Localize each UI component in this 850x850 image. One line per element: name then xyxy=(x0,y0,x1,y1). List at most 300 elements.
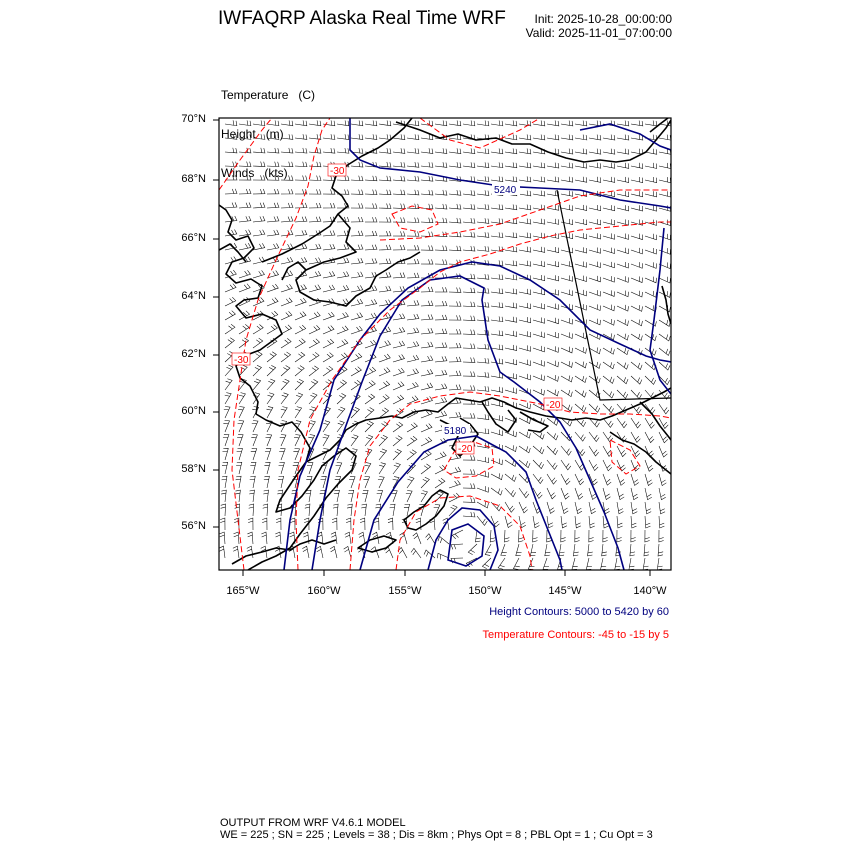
wind-barb xyxy=(249,490,254,502)
wind-barb xyxy=(365,408,374,418)
wind-barb xyxy=(561,404,572,411)
wind-barb xyxy=(519,162,531,167)
wind-barb xyxy=(463,455,475,460)
wind-barb xyxy=(505,359,517,365)
wind-barb xyxy=(351,203,363,208)
wind-barb xyxy=(407,355,419,362)
wind-barb xyxy=(561,488,569,499)
wind-barb xyxy=(379,217,391,222)
wind-barb xyxy=(505,388,517,394)
wind-barb xyxy=(477,414,489,419)
wind-barb xyxy=(309,189,321,194)
wind-barb xyxy=(575,135,587,140)
wind-barb xyxy=(393,382,404,390)
wind-barb xyxy=(426,534,435,544)
wind-barb xyxy=(336,463,342,474)
wind-barb xyxy=(477,372,489,377)
wind-barb xyxy=(519,488,529,498)
wind-barb xyxy=(295,312,306,320)
wind-barb xyxy=(575,404,586,412)
wind-barb xyxy=(279,449,285,460)
temp-label-minus20-a: -20 xyxy=(546,400,561,411)
wind-barb xyxy=(337,312,348,320)
wind-barb xyxy=(421,451,431,460)
wind-barb xyxy=(575,530,580,542)
wind-barb xyxy=(435,384,447,390)
wind-barb xyxy=(561,347,572,353)
wind-barb xyxy=(631,516,636,528)
wind-barb xyxy=(617,276,628,282)
wind-barb xyxy=(309,176,321,181)
wind-barb xyxy=(561,474,570,485)
wind-barb xyxy=(561,275,573,281)
wind-barb xyxy=(222,462,228,474)
wind-barb xyxy=(631,276,642,282)
wind-barb xyxy=(645,177,657,183)
wind-barb xyxy=(505,232,517,237)
wind-barb xyxy=(477,502,488,508)
wind-barb xyxy=(449,246,461,251)
wind-barb xyxy=(337,407,345,418)
wind-barb xyxy=(561,318,572,324)
wind-barb xyxy=(561,261,573,267)
wind-barb xyxy=(267,175,279,180)
wind-barb xyxy=(407,231,419,236)
wind-barb xyxy=(533,375,544,381)
wind-barb xyxy=(407,477,414,488)
wind-barb xyxy=(388,518,393,530)
wind-barb xyxy=(658,544,663,556)
wind-barb xyxy=(337,244,349,250)
wind-barb xyxy=(323,353,333,362)
wind-barb xyxy=(253,324,263,334)
wind-barb xyxy=(346,518,351,530)
wind-barb xyxy=(477,386,489,391)
wind-barb xyxy=(617,334,628,340)
wind-barb xyxy=(631,376,642,384)
wind-barb xyxy=(617,248,628,254)
wind-barb xyxy=(575,376,586,382)
wind-barb xyxy=(645,502,651,514)
wind-barb xyxy=(253,365,261,376)
wind-barb xyxy=(643,558,648,570)
wind-barb xyxy=(247,532,253,544)
wind-barb xyxy=(435,246,447,251)
wind-barb xyxy=(505,345,517,351)
wind-barb xyxy=(281,352,291,362)
wind-barb xyxy=(351,313,363,320)
wind-barb xyxy=(601,558,607,570)
wind-barb xyxy=(463,358,475,363)
wind-barb xyxy=(421,437,432,446)
init-time: Init: 2025-10-28_00:00:00 xyxy=(534,12,672,26)
wind-barb xyxy=(603,362,614,369)
wind-barb xyxy=(393,327,405,334)
wind-barb xyxy=(575,247,587,253)
wind-barb xyxy=(365,231,377,236)
wind-barb xyxy=(477,162,489,167)
wind-barb xyxy=(589,247,601,253)
wind-barb xyxy=(449,385,461,390)
wind-barb xyxy=(575,177,587,183)
wind-barb xyxy=(295,217,307,222)
wind-barb xyxy=(250,476,256,488)
wind-barb xyxy=(519,219,531,224)
wind-barb xyxy=(323,326,334,334)
wind-barb xyxy=(589,163,601,169)
wind-barb xyxy=(351,258,363,264)
wind-barb xyxy=(603,418,613,427)
wind-barb xyxy=(295,352,305,362)
wind-barb xyxy=(659,488,666,500)
lat-label: 60°N xyxy=(181,405,206,417)
wind-barb xyxy=(505,516,512,528)
wind-barb xyxy=(267,379,275,390)
wind-barb xyxy=(365,190,377,195)
wind-barb xyxy=(617,474,625,485)
wind-barb xyxy=(631,418,641,428)
wind-barb xyxy=(239,148,251,153)
wind-barb xyxy=(239,365,247,376)
wind-barb xyxy=(617,305,628,311)
wind-barb xyxy=(603,290,614,296)
wind-barb xyxy=(379,190,391,195)
model-info-line2: WE = 225 ; SN = 225 ; Levels = 38 ; Dis = 8km ; Phys Opt = 8 ; PBL Opt = 1 ; Cu Opt = 3 xyxy=(220,829,653,841)
wind-barb xyxy=(659,516,664,528)
wind-barb xyxy=(603,233,615,239)
wind-barb xyxy=(435,478,445,488)
wind-barb xyxy=(547,502,555,513)
wind-barb xyxy=(491,488,502,495)
wind-barb xyxy=(645,163,657,169)
wind-barb xyxy=(547,488,556,499)
wind-barb xyxy=(452,530,463,539)
wind-barb xyxy=(645,432,654,443)
wind-barb xyxy=(449,190,461,195)
wind-barb xyxy=(561,247,573,253)
wind-barb xyxy=(337,148,349,153)
wind-barb xyxy=(281,216,293,222)
wind-barb xyxy=(390,504,395,516)
wind-barb xyxy=(267,352,276,362)
wind-barb xyxy=(533,275,545,281)
wind-barb xyxy=(645,488,652,500)
wind-barb xyxy=(463,232,475,237)
wind-barb xyxy=(365,176,377,181)
wind-barb xyxy=(491,176,503,181)
wind-barb xyxy=(281,257,293,264)
wind-barb xyxy=(463,330,475,335)
wind-barb xyxy=(295,325,306,334)
wind-barb xyxy=(645,248,656,254)
wind-barb xyxy=(252,421,258,432)
wind-barb xyxy=(253,162,265,167)
wind-barb xyxy=(533,191,545,196)
wind-barb xyxy=(267,243,279,250)
wind-barb xyxy=(253,243,265,250)
wind-barb xyxy=(519,446,530,453)
wind-barb xyxy=(586,558,592,570)
wind-barb xyxy=(561,502,568,514)
wind-barb xyxy=(533,474,543,484)
wind-barb xyxy=(295,284,306,292)
wind-barb xyxy=(504,530,509,542)
wind-barb xyxy=(365,217,377,222)
wind-barb xyxy=(307,463,313,474)
wind-barb xyxy=(253,270,264,278)
wind-barb xyxy=(281,134,293,139)
wind-barb xyxy=(225,297,236,306)
wind-barb xyxy=(561,332,572,338)
wind-barb xyxy=(645,460,653,471)
wind-barb xyxy=(267,325,277,334)
wind-barb xyxy=(281,189,293,194)
wind-barb xyxy=(267,162,279,167)
wind-barb xyxy=(364,463,370,474)
wind-barb xyxy=(333,504,338,516)
wind-barb xyxy=(351,326,362,334)
wind-barb xyxy=(561,163,573,168)
wind-barb xyxy=(547,474,557,484)
wind-barb xyxy=(645,474,653,486)
wind-barb xyxy=(407,314,419,320)
wind-barb xyxy=(645,277,656,283)
wind-barb xyxy=(421,176,433,181)
wind-barb xyxy=(407,450,416,460)
wind-barb xyxy=(407,436,417,446)
wind-barb xyxy=(589,502,596,514)
wind-barb xyxy=(421,232,433,237)
wind-barb xyxy=(337,120,349,125)
wind-barb xyxy=(573,544,578,556)
wind-barb xyxy=(477,232,489,237)
wind-barb xyxy=(659,234,670,240)
wind-barb xyxy=(463,302,475,307)
wind-barb xyxy=(561,376,572,382)
wind-barb xyxy=(505,474,516,481)
lon-label: 155°W xyxy=(388,585,422,597)
wind-barb xyxy=(477,316,489,321)
wind-barb xyxy=(463,190,475,195)
wind-barb xyxy=(337,285,349,292)
wind-barb xyxy=(477,274,489,279)
wind-barb xyxy=(261,532,267,544)
wind-barb xyxy=(505,275,517,280)
wind-barb xyxy=(393,162,405,167)
wind-barb xyxy=(561,530,566,542)
wind-barb xyxy=(407,369,419,376)
wind-barb xyxy=(575,290,586,296)
wind-barb xyxy=(435,287,447,292)
wind-barb xyxy=(379,231,391,236)
wind-barb xyxy=(659,191,671,197)
wind-barb xyxy=(225,162,237,167)
wind-barb xyxy=(645,205,657,211)
wind-barb xyxy=(463,204,475,209)
wind-barb xyxy=(603,348,614,354)
wind-barb xyxy=(344,546,351,558)
wind-barb xyxy=(239,202,251,208)
wind-barb xyxy=(659,334,670,341)
wind-barb xyxy=(519,331,531,337)
wind-barb xyxy=(407,245,419,250)
wind-barb xyxy=(603,219,615,225)
wind-barb xyxy=(545,544,551,556)
wind-barb xyxy=(519,289,531,295)
wind-barb xyxy=(411,548,421,558)
wind-barb xyxy=(337,272,349,278)
wind-barb xyxy=(617,121,629,126)
wind-barb xyxy=(421,314,433,320)
wind-barb xyxy=(337,380,347,390)
wind-barb xyxy=(533,360,544,366)
temp-label-minus30-b: -30 xyxy=(234,355,249,366)
wind-barb xyxy=(365,203,377,208)
wind-barb xyxy=(491,148,503,153)
wind-barb xyxy=(309,203,321,208)
wind-barb xyxy=(589,376,600,383)
height-label-5180: 5180 xyxy=(444,426,467,437)
wind-barb xyxy=(267,407,273,418)
wind-barb xyxy=(485,544,491,555)
wind-barb xyxy=(379,120,391,125)
wind-barb xyxy=(295,175,307,180)
wind-barb xyxy=(239,175,251,180)
wind-barb xyxy=(603,135,615,140)
wind-barb xyxy=(575,390,586,397)
wind-barb xyxy=(309,162,321,167)
wind-barb xyxy=(435,148,447,153)
wind-barb xyxy=(463,246,475,251)
wind-barb xyxy=(281,284,292,292)
wind-barb xyxy=(295,407,302,418)
wind-barb xyxy=(617,362,628,369)
wind-barb xyxy=(225,134,237,139)
wind-barb xyxy=(631,205,643,211)
wind-barb xyxy=(449,148,461,153)
wind-barb xyxy=(659,320,670,326)
wind-barb xyxy=(393,231,405,236)
wind-barb xyxy=(248,518,253,530)
wind-barb xyxy=(263,504,268,516)
wind-barb xyxy=(463,469,475,474)
wind-barb xyxy=(617,502,623,514)
wind-barb xyxy=(631,262,642,268)
wind-barb xyxy=(575,261,587,267)
wind-barb xyxy=(220,518,225,530)
wind-barb xyxy=(617,149,629,155)
wind-barb xyxy=(435,120,447,125)
wind-barb xyxy=(617,262,628,268)
wind-barb xyxy=(407,162,419,167)
wind-barb xyxy=(267,134,279,139)
wind-barb xyxy=(267,148,279,153)
wind-barb xyxy=(281,298,292,306)
wind-barb xyxy=(449,204,461,209)
wind-barb xyxy=(505,502,514,512)
wind-barb xyxy=(589,120,601,125)
wind-barb xyxy=(309,339,320,348)
field-winds: Winds (kts) xyxy=(221,166,288,180)
wind-barb xyxy=(547,219,559,225)
wind-barb xyxy=(602,544,607,556)
wind-barb xyxy=(295,148,307,153)
wind-barb xyxy=(519,303,531,309)
wind-barb xyxy=(435,204,447,209)
wind-barb xyxy=(421,464,431,474)
wind-barb xyxy=(561,290,572,296)
lon-label: 150°W xyxy=(468,585,502,597)
wind-barb xyxy=(519,317,531,323)
wind-barb xyxy=(337,326,348,334)
wind-barb xyxy=(561,135,573,140)
wind-barb xyxy=(589,432,599,442)
wind-barb xyxy=(451,544,463,549)
wind-barb xyxy=(421,287,433,292)
wind-barb xyxy=(239,324,249,334)
wind-barb xyxy=(533,163,545,168)
wind-barb xyxy=(533,389,544,395)
wind-barb xyxy=(547,135,559,140)
wind-barb xyxy=(305,504,310,516)
wind-barb xyxy=(334,490,340,502)
wind-barb xyxy=(491,330,503,335)
wind-barb xyxy=(477,246,489,251)
wind-barb xyxy=(295,298,306,306)
wind-barb xyxy=(491,162,503,167)
wind-barb xyxy=(264,476,270,488)
model-info-line1: OUTPUT FROM WRF V4.6.1 MODEL xyxy=(220,817,406,829)
wind-barb xyxy=(617,191,629,197)
wind-barb xyxy=(631,362,642,370)
wind-barb xyxy=(351,272,363,278)
wind-barb xyxy=(320,476,326,488)
wind-barb xyxy=(547,390,558,396)
wind-barb xyxy=(235,490,240,502)
wind-barb xyxy=(251,435,257,446)
wind-barb xyxy=(631,234,642,240)
wind-barb xyxy=(316,546,323,558)
wind-barb xyxy=(463,120,475,125)
wind-barb xyxy=(631,334,642,340)
wind-barb xyxy=(533,261,545,267)
wind-barb xyxy=(337,421,344,432)
wind-barb xyxy=(263,490,268,502)
wind-barb xyxy=(505,204,517,209)
wind-barb xyxy=(589,460,598,471)
wind-barb xyxy=(225,284,236,292)
wind-barb xyxy=(617,376,628,384)
wind-barb xyxy=(220,532,225,544)
wind-barb xyxy=(421,328,433,334)
wind-barb xyxy=(533,289,545,295)
wind-barb xyxy=(575,233,587,239)
wind-barb xyxy=(589,149,601,154)
wind-barb xyxy=(519,205,531,210)
wind-barb xyxy=(603,488,610,500)
wind-barb xyxy=(519,190,531,195)
wind-barb xyxy=(379,134,391,139)
wind-barb xyxy=(505,331,517,337)
wind-barb xyxy=(477,457,489,463)
wind-barb xyxy=(463,148,475,153)
wind-barb xyxy=(435,370,447,376)
wind-barb xyxy=(238,421,244,432)
wind-barb xyxy=(561,390,572,397)
wind-barb xyxy=(253,120,265,125)
wind-barb xyxy=(276,518,281,530)
wind-barb xyxy=(513,558,519,569)
